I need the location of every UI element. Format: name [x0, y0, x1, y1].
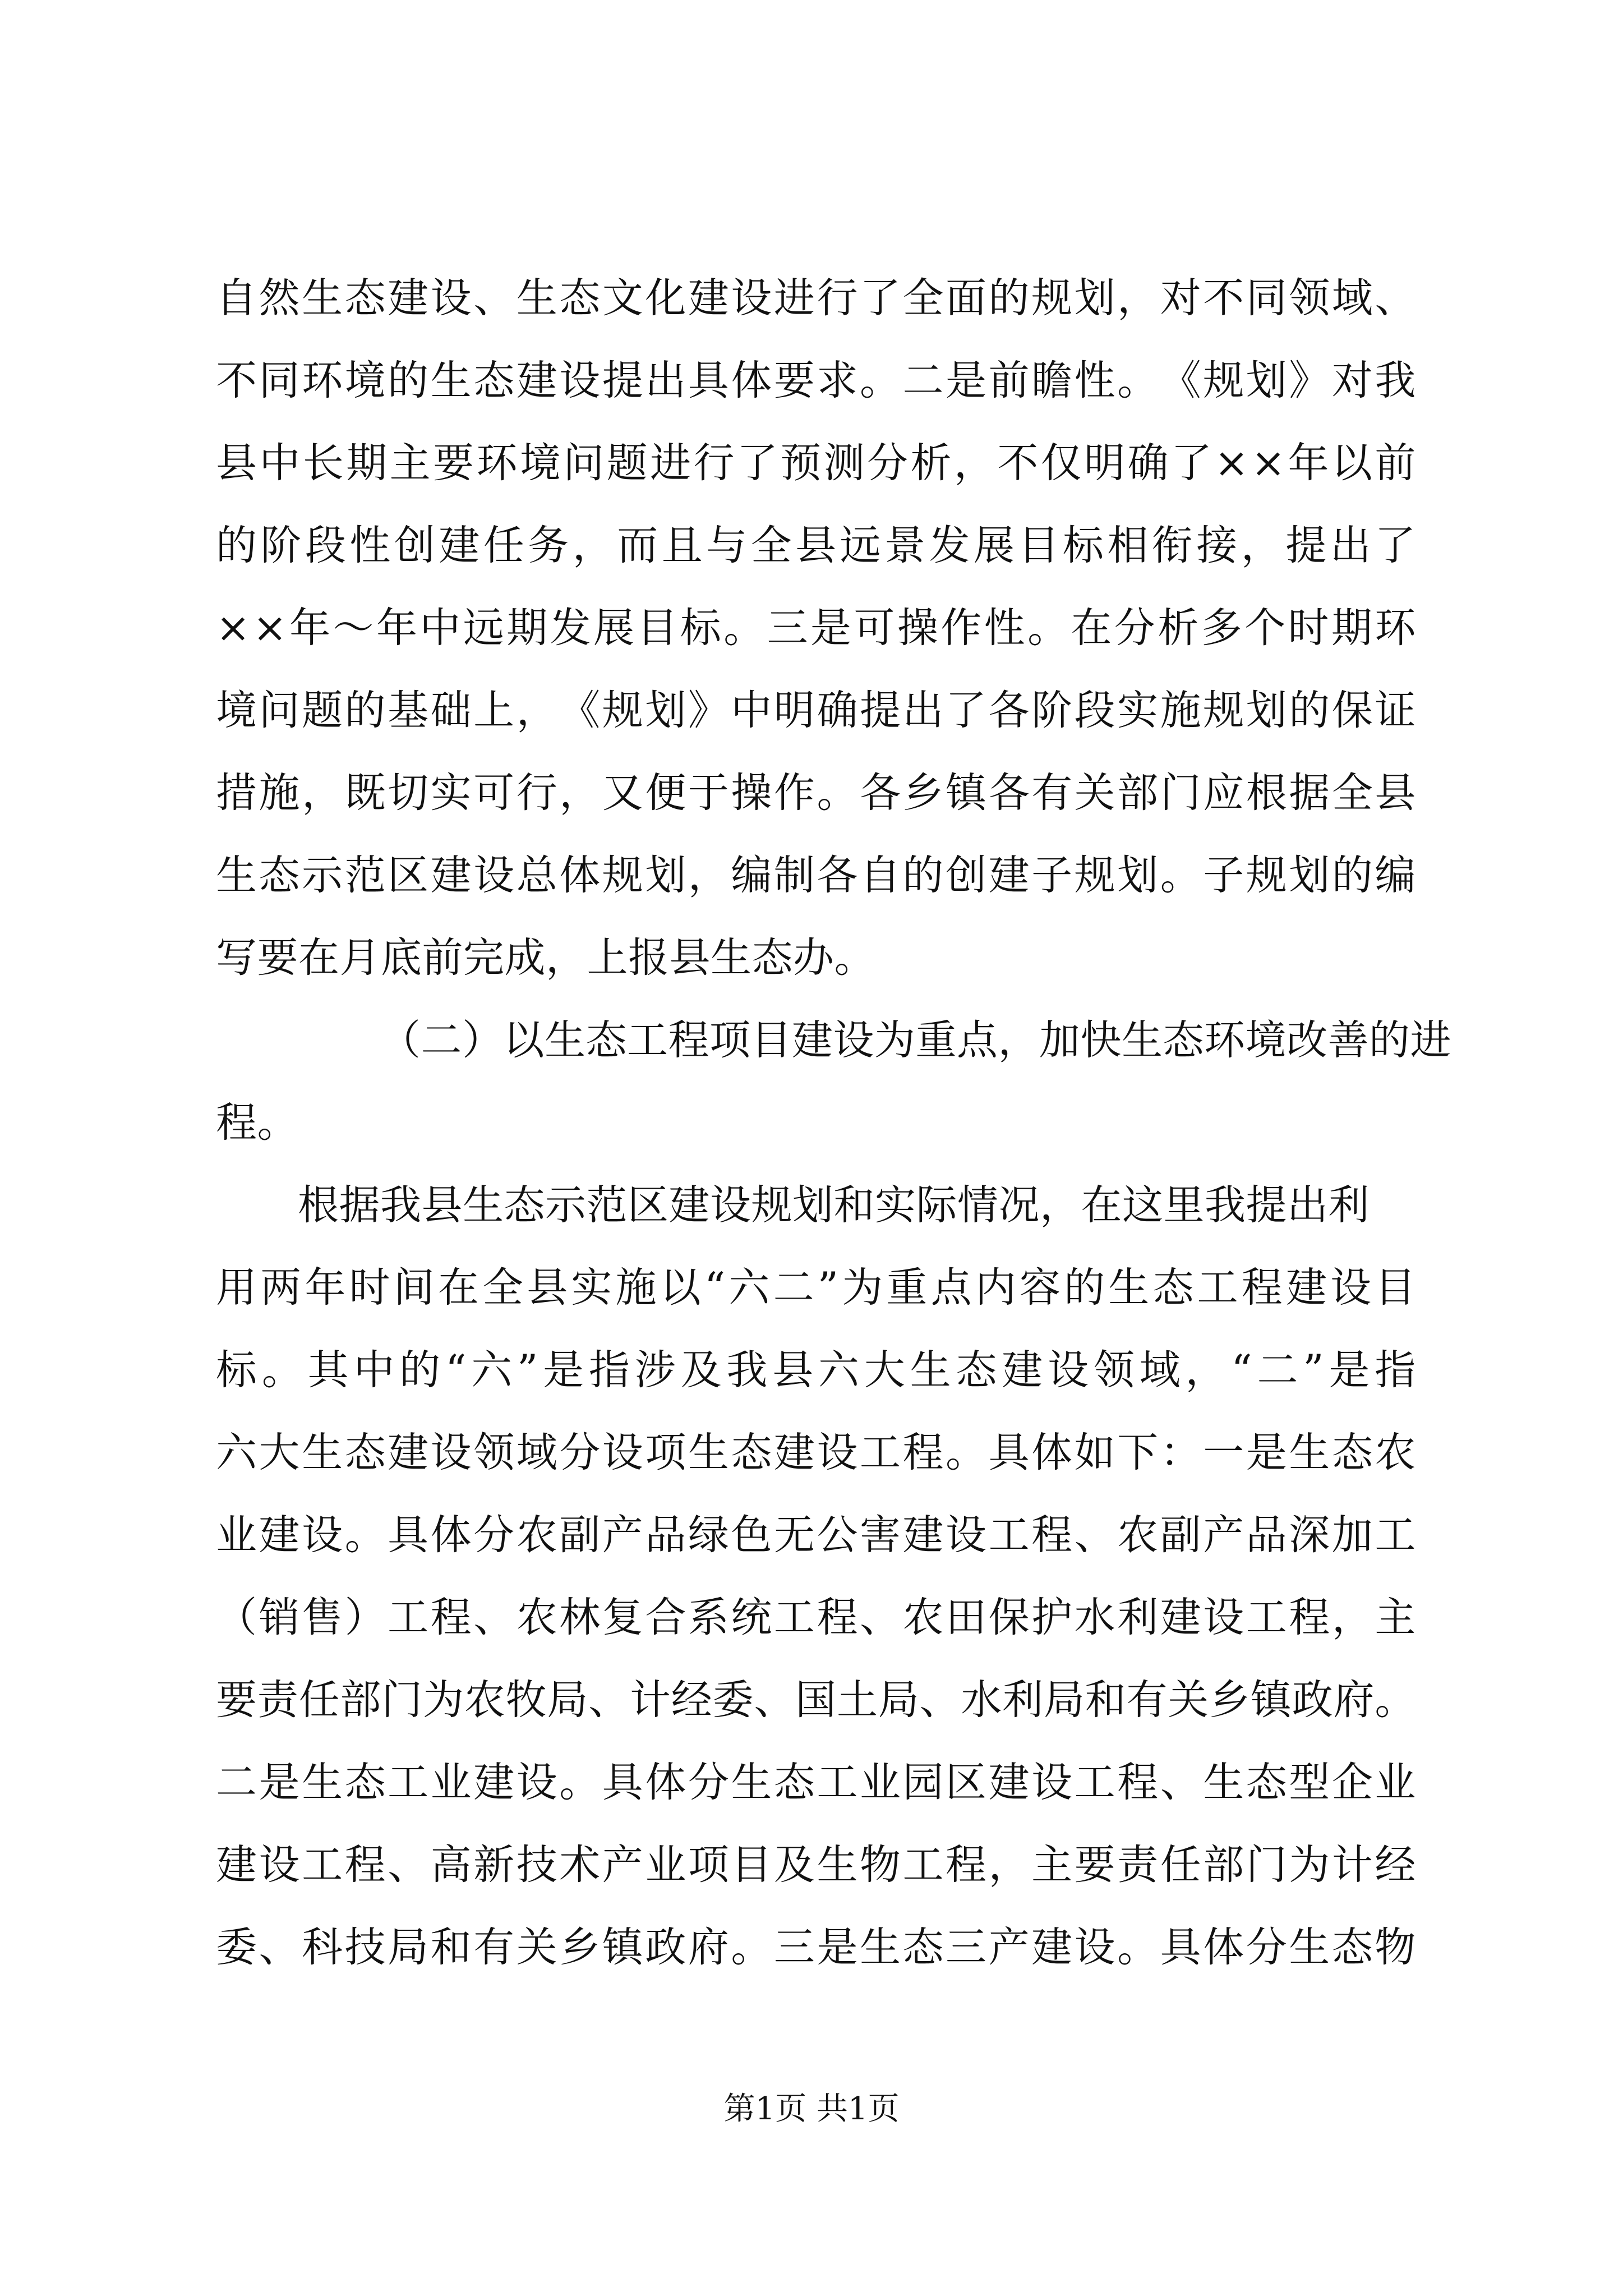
text-line: 的 阶 段 性 创 建 任 务 ， 而 且 与 全 县 远 景 发 展 目 标 相 衔 接 ， 提 出 了	[216, 522, 1416, 569]
section-heading-line: 程。	[216, 1099, 298, 1147]
page-footer: 第1页 共1页	[723, 2091, 900, 2127]
text-line: 标 。 其 中 的 “ 六 ” 是 指 涉 及 我 县 六 大 生 态 建 设 领 域 ， “ 二 ” 是 指	[216, 1346, 1416, 1394]
text-line: 不 同 环 境 的 生 态 建 设 提 出 具 体 要 求 。 二 是 前 瞻 性 。 《 规 划 》 对 我	[216, 357, 1416, 404]
text-line: 二 是 生 态 工 业 建 设 。 具 体 分 生 态 工 业 园 区 建 设 工 程 、 生 态 型 企 业	[216, 1759, 1416, 1806]
text-line: 用 两 年 时 间 在 全 县 实 施 以 “ 六 二 ” 为 重 点 内 容 的 生 态 工 程 建 设 目	[216, 1264, 1416, 1312]
text-line: 建 设 工 程 、 高 新 技 术 产 业 项 目 及 生 物 工 程 ， 主 要 责 任 部 门 为 计 经	[216, 1841, 1416, 1889]
section-heading-line: （二）以生态工程项目建设为重点，加快生态环境改善的进	[380, 1016, 1451, 1064]
text-line: 写要在月底前完成，上报县生态办。	[216, 934, 875, 982]
text-line: 生 态 示 范 区 建 设 总 体 规 划 ， 编 制 各 自 的 创 建 子 规 划 。 子 规 划 的 编	[216, 852, 1416, 899]
text-line: 委 、 科 技 局 和 有 关 乡 镇 政 府 。 三 是 生 态 三 产 建 设 。 具 体 分 生 态 物	[216, 1924, 1416, 1971]
text-line: 县 中 长 期 主 要 环 境 问 题 进 行 了 预 测 分 析 ， 不 仅 明 确 了 × × 年 以 前	[216, 439, 1416, 487]
text-line: 自 然 生 态 建 设 、 生 态 文 化 建 设 进 行 了 全 面 的 规 划 ， 对 不 同 领 域 、	[216, 274, 1416, 322]
text-line: 业 建 设 。 具 体 分 农 副 产 品 绿 色 无 公 害 建 设 工 程 、 农 副 产 品 深 加 工	[216, 1511, 1416, 1559]
text-line: 境 问 题 的 基 础 上 ， 《 规 划 》 中 明 确 提 出 了 各 阶 段 实 施 规 划 的 保 证	[216, 687, 1416, 734]
paragraph-first-line: 根据我县生态示范区建设规划和实际情况，在这里我提出利	[298, 1181, 1370, 1229]
text-line: （ 销 售 ） 工 程 、 农 林 复 合 系 统 工 程 、 农 田 保 护 水 利 建 设 工 程 ， 主	[216, 1594, 1416, 1641]
text-line: 措 施 ， 既 切 实 可 行 ， 又 便 于 操 作 。 各 乡 镇 各 有 关 部 门 应 根 据 全 县	[216, 769, 1416, 817]
text-line: 要 责 任 部 门 为 农 牧 局 、 计 经 委 、 国 土 局 、 水 利 局 和 有 关 乡 镇 政 府 。	[216, 1676, 1416, 1724]
text-line: × × 年 ～ 年 中 远 期 发 展 目 标 。 三 是 可 操 作 性 。 在 分 析 多 个 时 期 环	[216, 604, 1416, 652]
text-line: 六 大 生 态 建 设 领 域 分 设 项 生 态 建 设 工 程 。 具 体 如 下 ： 一 是 生 态 农	[216, 1429, 1416, 1476]
document-body	[216, 257, 1451, 1989]
